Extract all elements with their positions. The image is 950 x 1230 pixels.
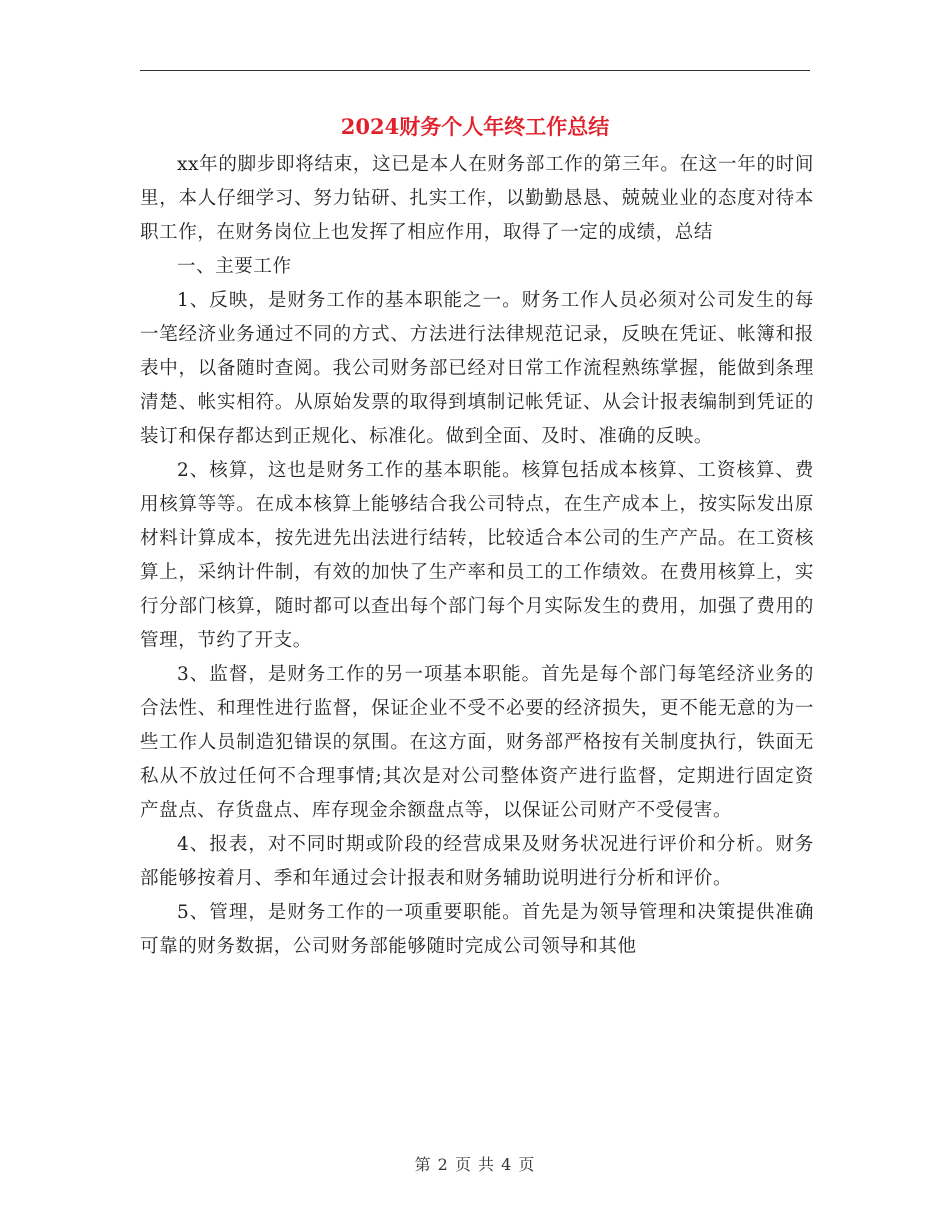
document-title: 2024财务个人年终工作总结 (340, 114, 610, 139)
page-number: 第 2 页 共 4 页 (414, 1155, 536, 1174)
document-body (140, 148, 814, 964)
paragraph-intro: xx年的脚步即将结束，这已是本人在财务部工作的第三年。在这一年的时间里，本人仔细学习、努力钻研、扎实工作，以勤勤恳恳、兢兢业业的态度对待本职工作，在财务岗位上也发挥了相应作用，取得了一定的成绩，总结 (140, 154, 814, 243)
paragraph-supervision: 3、监督，是财务工作的另一项基本职能。首先是每个部门每笔经济业务的合法性、和理性进行监督，保证企业不受不必要的经济损失，更不能无意的为一些工作人员制造犯错误的氛围。在这方面，财务部严格按有关制度执行，铁面无私从不放过任何不合理事情;其次是对公司整体资产进行监督，定期进行固定资产盘点、存货盘点、库存现金余额盘点等，以保证公司财产不受侵害。 (140, 664, 814, 821)
paragraph-reflection: 1、反映，是财务工作的基本职能之一。财务工作人员必须对公司发生的每一笔经济业务通过不同的方式、方法进行法律规范记录，反映在凭证、帐簿和报表中，以备随时查阅。我公司财务部已经对日常工作流程熟练掌握，能做到条理清楚、帐实相符。从原始发票的取得到填制记帐凭证、从会计报表编制到凭证的装订和保存都达到正规化、标准化。做到全面、及时、准确的反映。 (140, 290, 814, 447)
header-rule (140, 70, 810, 71)
section-heading-main-work: 一、主要工作 (177, 256, 292, 277)
paragraph-accounting: 2、核算，这也是财务工作的基本职能。核算包括成本核算、工资核算、费用核算等等。在成本核算上能够结合我公司特点，在生产成本上，按实际发出原材料计算成本，按先进先出法进行结转，比较适合本公司的生产产品。在工资核算上，采纳计件制，有效的加快了生产率和员工的工作绩效。在费用核算上，实行分部门核算，随时都可以查出每个部门每个月实际发生的费用，加强了费用的管理，节约了开支。 (140, 460, 814, 651)
paragraph-reports: 4、报表，对不同时期或阶段的经营成果及财务状况进行评价和分析。财务部能够按着月、季和年通过会计报表和财务辅助说明进行分析和评价。 (140, 834, 814, 889)
paragraph-management: 5、管理，是财务工作的一项重要职能。首先是为领导管理和决策提供准确可靠的财务数据，公司财务部能够随时完成公司领导和其他 (140, 902, 814, 957)
